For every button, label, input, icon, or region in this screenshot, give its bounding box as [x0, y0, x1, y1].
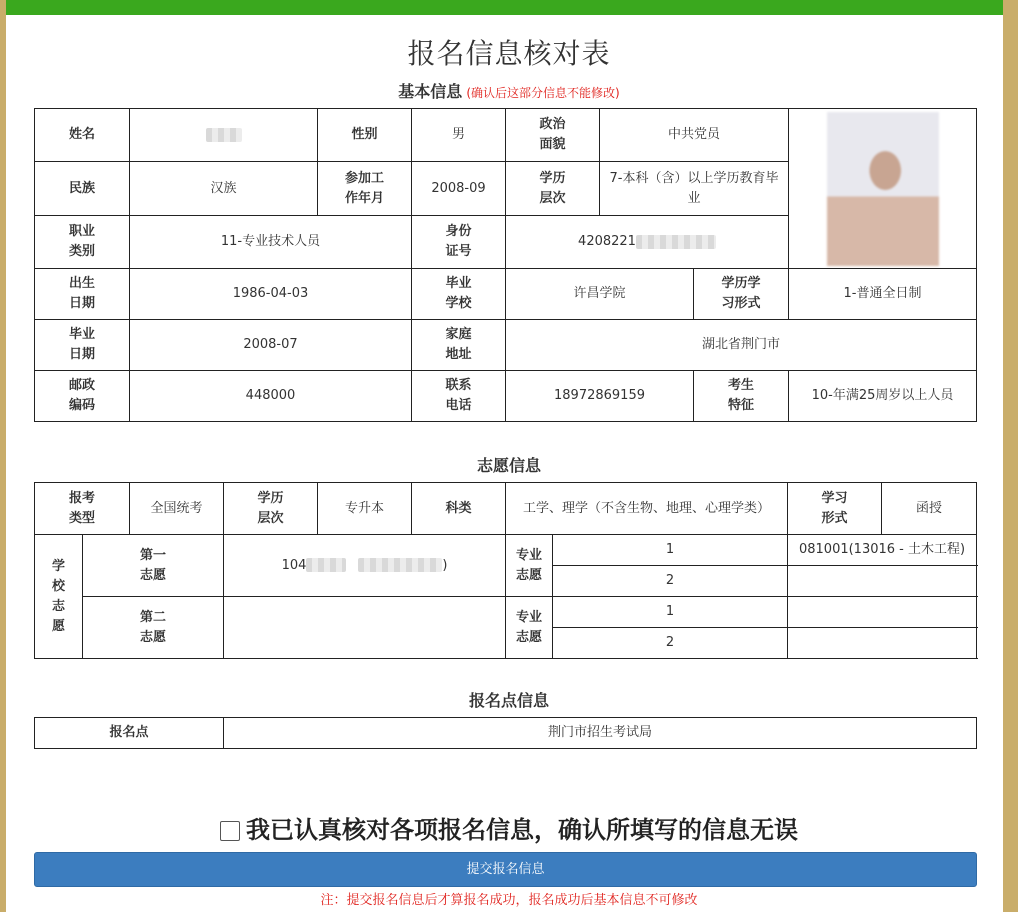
gender-label: 性别	[318, 109, 412, 162]
top-bar	[6, 0, 1003, 15]
first-wish-prefix: 104	[281, 557, 307, 573]
edu-level-label: 学历 层次	[506, 162, 600, 216]
work-start-value: 2008-09	[412, 162, 506, 216]
confirm-checkbox[interactable]	[220, 821, 240, 841]
first-major-label: 专业 志愿	[506, 535, 553, 597]
submit-button[interactable]: 提交报名信息	[34, 852, 977, 887]
id-label: 身份 证号	[412, 216, 506, 269]
second-major-1	[788, 597, 977, 628]
first-major-1: 081001(13016 - 土木工程)	[788, 535, 977, 566]
first-major-idx-1: 1	[553, 535, 788, 566]
address-value: 湖北省荆门市	[506, 320, 977, 371]
first-major-idx-2: 2	[553, 566, 788, 597]
wish-info-table	[34, 482, 977, 659]
address-label: 家庭 地址	[412, 320, 506, 371]
id-value-cell	[506, 216, 789, 269]
redacted-id	[636, 235, 716, 249]
ethnicity-value: 汉族	[130, 162, 318, 216]
photo-cell	[789, 109, 977, 269]
grad-date-value: 2008-07	[130, 320, 412, 371]
phone-value: 18972869159	[506, 371, 694, 422]
site-info-title: 报名点信息	[468, 691, 549, 710]
submit-footnote: 注：提交报名信息后才算报名成功，报名成功后基本信息不可修改	[320, 893, 698, 908]
redacted-school-code	[306, 558, 346, 572]
site-label: 报名点	[35, 718, 224, 749]
confirm-text[interactable]: 我已认真核对各项报名信息，确认所填写的信息无误	[246, 816, 798, 844]
grad-date-label: 毕业 日期	[35, 320, 130, 371]
level-label: 学历 层次	[224, 483, 318, 535]
birth-label: 出生 日期	[35, 269, 130, 320]
basic-info-title: 基本信息	[398, 82, 463, 101]
subject-label: 科类	[412, 483, 506, 535]
second-wish-label: 第二 志愿	[83, 597, 224, 659]
phone-label: 联系 电话	[412, 371, 506, 422]
applicant-photo	[827, 112, 939, 266]
occupation-value: 11-专业技术人员	[130, 216, 412, 269]
redacted-name	[206, 128, 242, 142]
school-value: 许昌学院	[506, 269, 694, 320]
second-major-2	[788, 628, 977, 659]
school-label: 毕业 学校	[412, 269, 506, 320]
ethnicity-label: 民族	[35, 162, 130, 216]
feature-value: 10-年满25周岁以上人员	[789, 371, 977, 422]
edu-level-value: 7-本科（含）以上学历教育毕业	[600, 162, 789, 216]
wish-info-title: 志愿信息	[476, 456, 541, 475]
second-major-idx-2: 2	[553, 628, 788, 659]
site-info-table	[34, 717, 977, 749]
feature-label: 考生 特征	[694, 371, 789, 422]
confirm-row	[0, 810, 1018, 845]
site-value: 荆门市招生考试局	[224, 718, 977, 749]
level-value: 专升本	[318, 483, 412, 535]
study-form-value-2: 函授	[882, 483, 977, 535]
political-label: 政治 面貌	[506, 109, 600, 162]
page-title: 报名信息核对表	[407, 37, 611, 70]
redacted-school-name	[358, 558, 442, 572]
postcode-value: 448000	[130, 371, 412, 422]
study-form-label-2: 学习 形式	[788, 483, 882, 535]
name-label: 姓名	[35, 109, 130, 162]
name-value	[130, 109, 318, 162]
id-value: 4208221	[578, 234, 636, 249]
gender-value: 男	[412, 109, 506, 162]
second-major-label: 专业 志愿	[506, 597, 553, 659]
school-wish-label: 学 校 志 愿	[35, 535, 83, 659]
basic-info-note: (确认后这部分信息不能修改)	[466, 86, 620, 100]
exam-type-label: 报考 类型	[35, 483, 130, 535]
exam-type-value: 全国统考	[130, 483, 224, 535]
first-wish-label: 第一 志愿	[83, 535, 224, 597]
study-form-value: 1-普通全日制	[789, 269, 977, 320]
first-wish-value	[224, 535, 506, 597]
birth-value: 1986-04-03	[130, 269, 412, 320]
postcode-label: 邮政 编码	[35, 371, 130, 422]
basic-info-heading	[0, 79, 1018, 102]
study-form-label: 学历学 习形式	[694, 269, 789, 320]
subject-value: 工学、理学（不含生物、地理、心理学类）	[506, 483, 788, 535]
second-major-idx-1: 1	[553, 597, 788, 628]
occupation-label: 职业 类别	[35, 216, 130, 269]
second-wish-value	[224, 597, 506, 659]
basic-info-table	[34, 108, 977, 422]
first-wish-suffix: )	[442, 557, 448, 573]
work-start-label: 参加工 作年月	[318, 162, 412, 216]
first-major-2	[788, 566, 977, 597]
political-value: 中共党员	[600, 109, 789, 162]
